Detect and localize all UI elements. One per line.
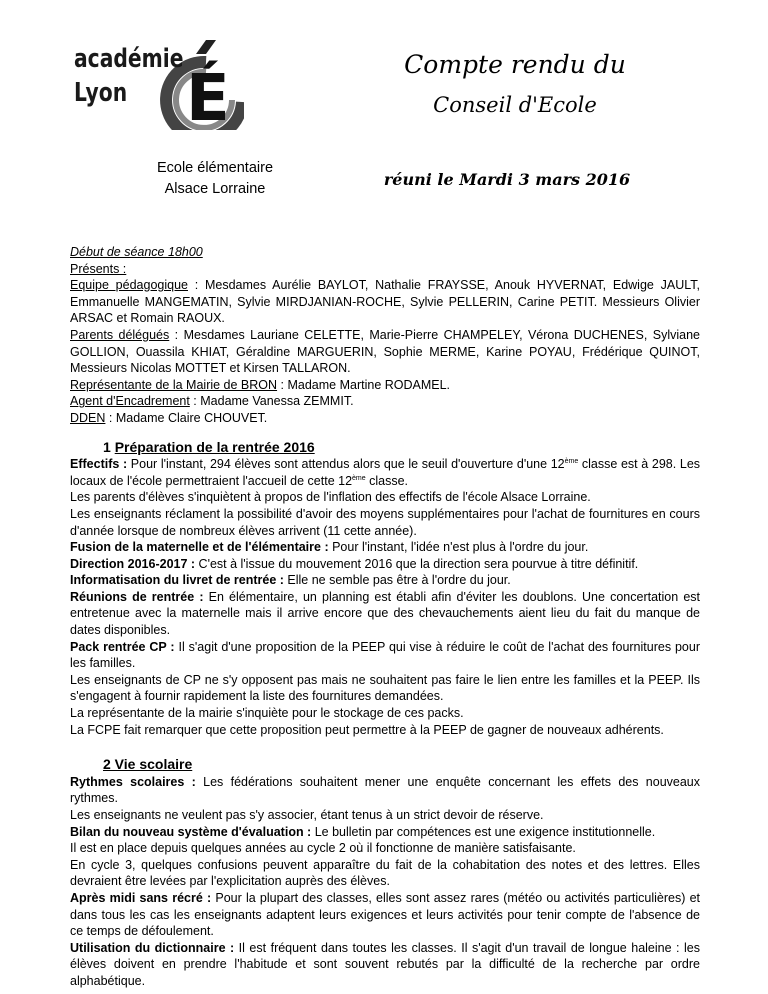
agent-paragraph	[70, 393, 700, 410]
dictionnaire-paragraph	[70, 940, 700, 990]
mairie-stockage-paragraph: La représentante de la mairie s'inquiète pour le stockage de ces packs.	[70, 706, 464, 721]
debut-seance: Début de séance 18h00	[70, 245, 203, 259]
parents-paragraph	[70, 327, 700, 377]
fusion-paragraph	[70, 539, 700, 556]
dictionnaire-label: Utilisation du dictionnaire :	[70, 940, 235, 955]
dictionnaire-text: Il est fréquent dans toutes les classes. Il s'agit d'un travail de longue haleine : les élèves doivent en prendre l'habitude et sont souvent rebutés par la difficulté de la recherche par ordre alphabétique.	[70, 940, 700, 988]
effectifs-sup-2: ème	[352, 474, 366, 482]
equipe-paragraph	[70, 277, 700, 327]
section-1-title: Préparation de la rentrée 2016	[114, 438, 315, 455]
fusion-label: Fusion de la maternelle et de l'élémentaire :	[70, 540, 329, 555]
mairie-label: Représentante de la Mairie de BRON	[70, 377, 278, 392]
logo-letter: É	[186, 62, 230, 130]
enseignants-paragraph: Les enseignants réclament la possibilité d'avoir des moyens supplémentaires pour l'achat de fournitures en cours d'année lorsque de nombreux élèves arrivent (11 cette année).	[70, 506, 700, 538]
apres-midi-label: Après midi sans récré :	[70, 890, 212, 905]
parents-label: Parents délégués	[70, 327, 170, 342]
cycle2-paragraph: Il est en place depuis quelques années au cycle 2 où il fonctionne de manière satisfaisante.	[70, 841, 576, 856]
school-line-2: Alsace Lorraine	[164, 181, 266, 197]
section-1-number: 1	[103, 438, 115, 455]
section-1-heading	[103, 439, 700, 456]
mairie-paragraph	[70, 377, 700, 394]
effectifs-text-b: classe est à 298. Les locaux de l'école permettraient l'accueil de cette 12	[70, 457, 701, 488]
ddem-text: : Madame Claire CHOUVET.	[105, 410, 268, 425]
livret-label: Informatisation du livret de rentrée :	[70, 573, 284, 588]
pack-paragraph	[70, 639, 700, 672]
rythmes-paragraph	[70, 774, 700, 807]
title-line-1: Compte rendu du	[404, 50, 626, 79]
bilan-text: Le bulletin par compétences est une exigence institutionnelle.	[311, 824, 656, 839]
ddem-label: DDEN	[70, 410, 106, 425]
presents-heading: Présents :	[70, 261, 127, 276]
livret-text: Elle ne semble pas être à l'ordre du jour.	[283, 573, 511, 588]
direction-paragraph	[70, 556, 700, 573]
meeting-date: réuni le Mardi 3 mars 2016	[383, 170, 631, 189]
effectifs-text-a: Pour l'instant, 294 élèves sont attendus alors que le seuil d'ouverture d'une 12	[127, 457, 565, 472]
parents-inquiet-paragraph: Les parents d'élèves s'inquiètent à propos de l'inflation des effectifs de l'école Alsace Lorraine.	[70, 490, 591, 505]
livret-paragraph	[70, 572, 700, 589]
fcpe-paragraph: La FCPE fait remarquer que cette proposition peut permettre à la PEEP de gagner de nouveaux adhérents.	[70, 722, 664, 737]
cycle3-paragraph: En cycle 3, quelques confusions peuvent apparaître du fait de la cohabitation des notes et des lettres. Elles devraient être levées par l'explicitation auprès des élèves.	[70, 857, 700, 889]
equipe-label: Equipe pédagogique	[70, 278, 188, 293]
effectifs-paragraph	[70, 456, 700, 489]
cp-paragraph: Les enseignants de CP ne s'y opposent pas mais ne souhaitent pas faire le lien entre les familles et la PEEP. Ils s'engagent à fournir rapidement la liste des fournitures demandées.	[70, 672, 700, 704]
direction-text: C'est à l'issue du mouvement 2016 que la direction sera pourvue à titre définitif.	[195, 556, 639, 571]
ddem-paragraph	[70, 410, 700, 427]
bilan-paragraph	[70, 824, 700, 841]
logo-line-academie: académie	[74, 44, 184, 74]
school-line-1: Ecole élémentaire	[156, 160, 274, 176]
reserve-paragraph: Les enseignants ne veulent pas s'y associer, étant tenus à un strict devoir de réserve.	[70, 808, 544, 822]
rythmes-label: Rythmes scolaires :	[70, 774, 196, 789]
school-name	[130, 158, 300, 200]
pack-label: Pack rentrée CP :	[70, 639, 175, 654]
bilan-label: Bilan du nouveau système d'évaluation :	[70, 824, 312, 839]
apres-midi-text: Pour la plupart des classes, elles sont assez rares (météo ou activités particulières) et dans tous les cas les enseignants adaptent leurs exigences et leurs activités pour tenir compte de l'absence de ce temps de défoulement.	[70, 890, 700, 939]
apres-midi-paragraph	[70, 890, 700, 940]
logo-line-lyon: Lyon	[74, 78, 128, 108]
mairie-text: : Madame Martine RODAMEL.	[277, 377, 451, 392]
academie-lyon-logo	[66, 38, 244, 130]
pack-text: Il s'agit d'une proposition de la PEEP qui vise à réduire le coût de l'achat des fournitures pour les familles.	[70, 639, 700, 671]
section-2-heading: 2 Vie scolaire	[103, 756, 193, 773]
effectifs-text-c: classe.	[365, 473, 409, 488]
document-body	[70, 244, 700, 990]
agent-text: : Madame Vanessa ZEMMIT.	[189, 394, 354, 409]
effectifs-label: Effectifs :	[70, 457, 128, 472]
reunions-paragraph	[70, 589, 700, 639]
fusion-text: Pour l'instant, l'idée n'est plus à l'ordre du jour.	[328, 540, 589, 555]
effectifs-sup-1: ème	[564, 457, 579, 465]
reunions-label: Réunions de rentrée :	[70, 589, 204, 604]
direction-label: Direction 2016-2017 :	[70, 556, 196, 571]
parents-text: : Mesdames Lauriane CELETTE, Marie-Pierre CHAMPELEY, Vérona DUCHENES, Sylviane GOLLION, Ouassila KHIAT, Géraldine MARGUERIN, Sophie MERME, Karine POYAU, Frédérique QUINOT, Messieurs Nicolas MOTTET et Kirsen TALLARON.	[70, 327, 700, 376]
title-line-2: Conseil d'Ecole	[433, 93, 597, 117]
reunions-text: En élémentaire, un planning est établi afin d'éviter les doublons. Une concertation est entretenue avec la maternelle mais il arrive encore que des chevauchements aient lieu du fait du manque de dates disponibles.	[70, 589, 700, 638]
agent-label: Agent d'Encadrement	[70, 394, 190, 409]
equipe-text: : Mesdames Aurélie BAYLOT, Nathalie FRAYSSE, Anouk HYVERNAT, Edwige JAULT, Emmanuelle MANGEMATIN, Sylvie MIRDJANIAN-ROCHE, Sylvie PELLERIN, Carine PETIT. Messieurs Olivier ARSAC et Romain RAOUX.	[70, 278, 700, 326]
rythmes-text: Les fédérations souhaitent mener une enquête concernant les effets des nouveaux rythmes.	[70, 774, 701, 806]
